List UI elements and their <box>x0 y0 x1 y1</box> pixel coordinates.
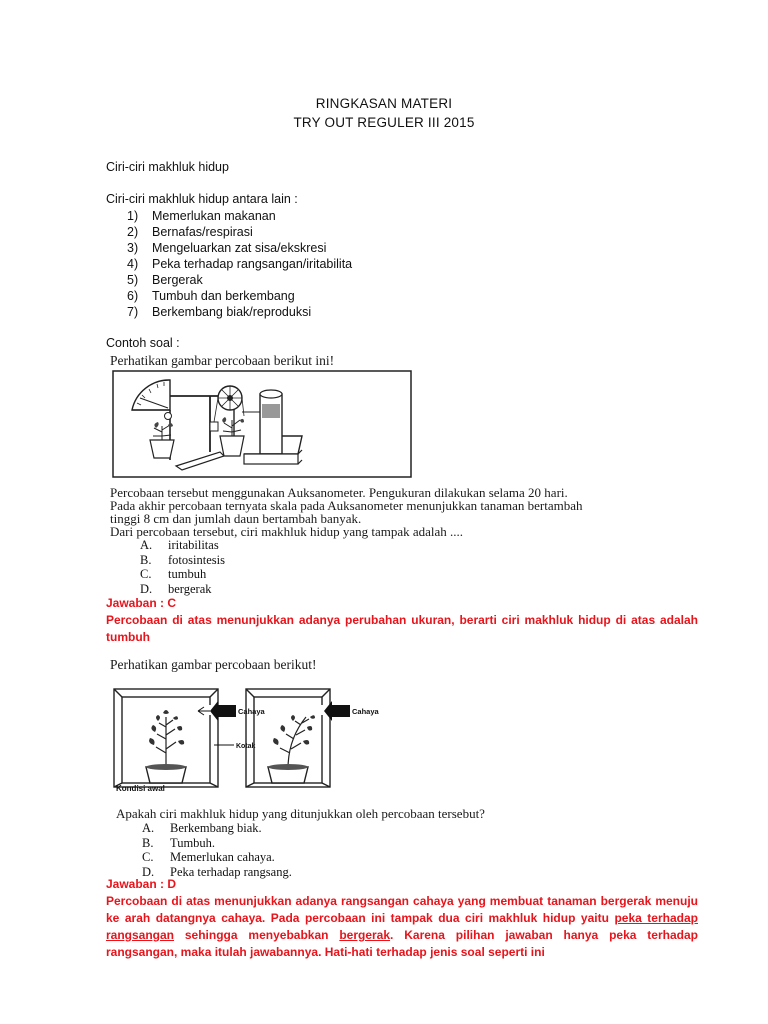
q2-answer: Jawaban : D <box>106 877 177 891</box>
option: D. Peka terhadap rangsang. <box>142 864 292 879</box>
option: B. Tumbuh. <box>142 835 216 850</box>
list-item: 2) Bernafas/respirasi <box>127 225 253 239</box>
example-label: Contoh soal : <box>106 336 180 350</box>
section-intro: Ciri-ciri makhluk hidup antara lain : <box>106 192 298 206</box>
option: C. Memerlukan cahaya. <box>142 850 275 864</box>
auxanometer-figure <box>112 370 412 478</box>
q2-options <box>142 821 292 879</box>
q1-text-line: tinggi 8 cm dan jumlah daun bertambah banyak. <box>110 511 362 526</box>
list-item: 4) Peka terhadap rangsangan/iritabilita <box>127 257 353 271</box>
option: D. bergerak <box>140 581 212 596</box>
section-heading: Ciri-ciri makhluk hidup <box>106 160 229 174</box>
list-item: 7) Berkembang biak/reproduksi <box>127 305 312 319</box>
list-item: 3) Mengeluarkan zat sisa/ekskresi <box>127 241 327 255</box>
option: C. tumbuh <box>140 567 207 581</box>
document-subtitle: TRY OUT REGULER III 2015 <box>293 115 475 130</box>
q1-prompt: Perhatikan gambar percobaan berikut ini! <box>110 353 335 368</box>
q2-question: Apakah ciri makhluk hidup yang ditunjukkan oleh percobaan tersebut? <box>116 806 485 821</box>
underline-peka: peka terhadap rangsangan <box>106 911 698 942</box>
option: B. fotosintesis <box>140 552 225 567</box>
q1-explanation: Percobaan di atas menunjukkan adanya perubahan ukuran, berarti ciri makhluk hidup di atas adalah tumbuh <box>106 613 698 644</box>
q1-text-line: Pada akhir percobaan ternyata skala pada Auksanometer menunjukkan tanaman bertambah <box>110 498 583 513</box>
label-cahaya-left: Cahaya <box>238 707 265 716</box>
q1-text-line: Dari percobaan tersebut, ciri makhluk hidup yang tampak adalah .... <box>110 524 464 539</box>
list-item: 6) Tumbuh dan berkembang <box>127 289 295 303</box>
q1-text-line: Percobaan tersebut menggunakan Auksanometer. Pengukuran dilakukan selama 20 hari. <box>110 485 568 500</box>
option: A. Berkembang biak. <box>142 821 262 835</box>
q1-text <box>110 486 710 538</box>
characteristics-list <box>110 208 352 320</box>
document-title: RINGKASAN MATERI <box>315 96 453 111</box>
underline-bergerak: bergerak <box>339 928 391 942</box>
option: A. iritabilitas <box>140 538 219 552</box>
phototropism-figure <box>110 683 430 795</box>
label-kotak: Kotak <box>236 743 256 750</box>
list-item: 1) Memerlukan makanan <box>127 209 276 223</box>
q1-answer: Jawaban : C <box>106 596 177 610</box>
q1-options <box>140 538 225 596</box>
q2-prompt: Perhatikan gambar percobaan berikut! <box>110 657 317 672</box>
label-kondisi-awal: Kondisi awal <box>116 784 165 793</box>
label-cahaya-right: Cahaya <box>352 707 379 716</box>
q2-explanation: Percobaan di atas menunjukkan adanya rangsangan cahaya yang membuat tanaman bergerak menuju ke arah datangnya cahaya. Pada percobaan ini tampak dua ciri makhluk hidup yaitu peka terhadap rangsangan sehingga menyebabkan bergerak. Karena pilihan jawaban hanya peka terhadap rangsangan, maka itulah jawabannya. Hati-hati terhadap jenis soal seperti ini <box>106 894 698 959</box>
list-item: 5) Bergerak <box>127 273 203 287</box>
